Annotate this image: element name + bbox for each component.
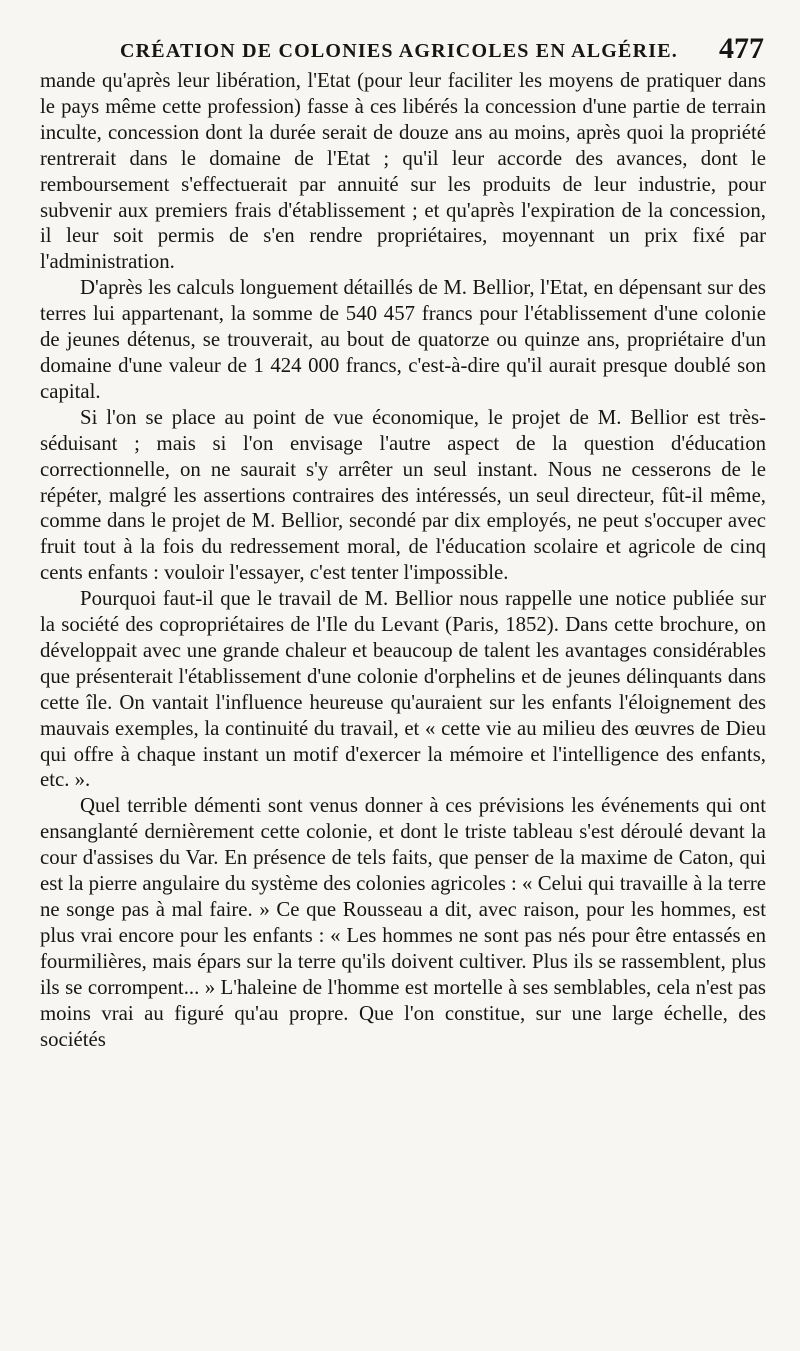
paragraph-ile-du-levant: Pourquoi faut-il que le travail de M. Bellior nous rappelle une notice publiée sur la société des copropriétaires de l'Ile du Levant (Paris, 1852). Dans cette brochure, on développait avec une grande chaleur et beaucoup de talent les avantages considérables que présenterait l'établissement d'une colonie d'orphelins et de jeunes délinquants dans cette île. On vantait l'influence heureuse qu'auraient sur les enfants l'éloignement des mauvais exemples, la continuité du travail, et « cette vie au milieu des œuvres de Dieu qui offre à chaque instant un motif d'exercer la mémoire et l'intelligence des enfants, etc. ». — [40, 587, 766, 792]
running-title: CRÉATION DE COLONIES AGRICOLES EN ALGÉRIE. — [120, 40, 678, 62]
paragraph-continued: mande qu'après leur libération, l'Etat (pour leur faciliter les moyens de pratiquer dans le pays même cette profession) fasse à ces libérés la concession d'une partie de terrain inculte, concession dont la durée serait de douze ans au moins, après quoi la propriété rentrerait dans le domaine de l'Etat ; qu'il leur accorde des avances, dont le remboursement s'effectuerait par annuité sur les produits de leur industrie, pour subvenir aux premiers frais d'établissement ; et qu'après l'expiration de la concession, il leur soit permis de s'en rendre propriétaires, moyennant un prix fixé par l'administration. — [40, 69, 766, 274]
paragraph-terrible-dementi: Quel terrible démenti sont venus donner à ces prévisions les événements qui ont ensanglanté dernièrement cette colonie, et dont le triste tableau s'est déroulé devant la cour d'assises du Var. En présence de tels faits, que penser de la maxime de Caton, qui est la pierre angulaire du système des colonies agricoles : « Celui qui travaille à la terre ne songe pas à mal faire. » Ce que Rousseau a dit, avec raison, pour les hommes, est plus vrai encore pour les enfants : « Les hommes ne sont pas nés pour être entassés en fourmilières, mais épars sur la terre qu'ils doivent cultiver. Plus ils se rassemblent, plus ils se corrompent... » L'haleine de l'homme est mortelle à ses semblables, cela n'est pas moins vrai au figuré qu'au propre. Que l'on constitue, sur une large échelle, des sociétés — [40, 794, 766, 1051]
body-text — [40, 68, 766, 1052]
paragraph-economic-view: Si l'on se place au point de vue économique, le projet de M. Bellior est très-séduisant ; mais si l'on envisage l'autre aspect de la question d'éducation correctionnelle, on ne saurait s'y arrêter un seul instant. Nous ne cesserons de le répéter, malgré les assertions contraires des intéressés, un seul directeur, fût-il même, comme dans le projet de M. Bellior, secondé par dix employés, ne peut s'occuper avec fruit tout à la fois du redressement moral, de l'éducation scolaire et agricole de cinq cents enfants : vouloir l'essayer, c'est tenter l'impossible. — [40, 405, 766, 585]
paragraph-bellior-calculations: D'après les calculs longuement détaillés de M. Bellior, l'Etat, en dépensant sur des terres lui appartenant, la somme de 540 457 francs pour l'établissement d'une colonie de jeunes détenus, se trouverait, au bout de quatorze ou quinze ans, propriétaire d'un domaine d'une valeur de 1 424 000 francs, c'est-à-dire qu'il aurait presque doublé son capital. — [40, 276, 766, 403]
page-header — [40, 32, 766, 68]
page-number: 477 — [719, 32, 764, 65]
